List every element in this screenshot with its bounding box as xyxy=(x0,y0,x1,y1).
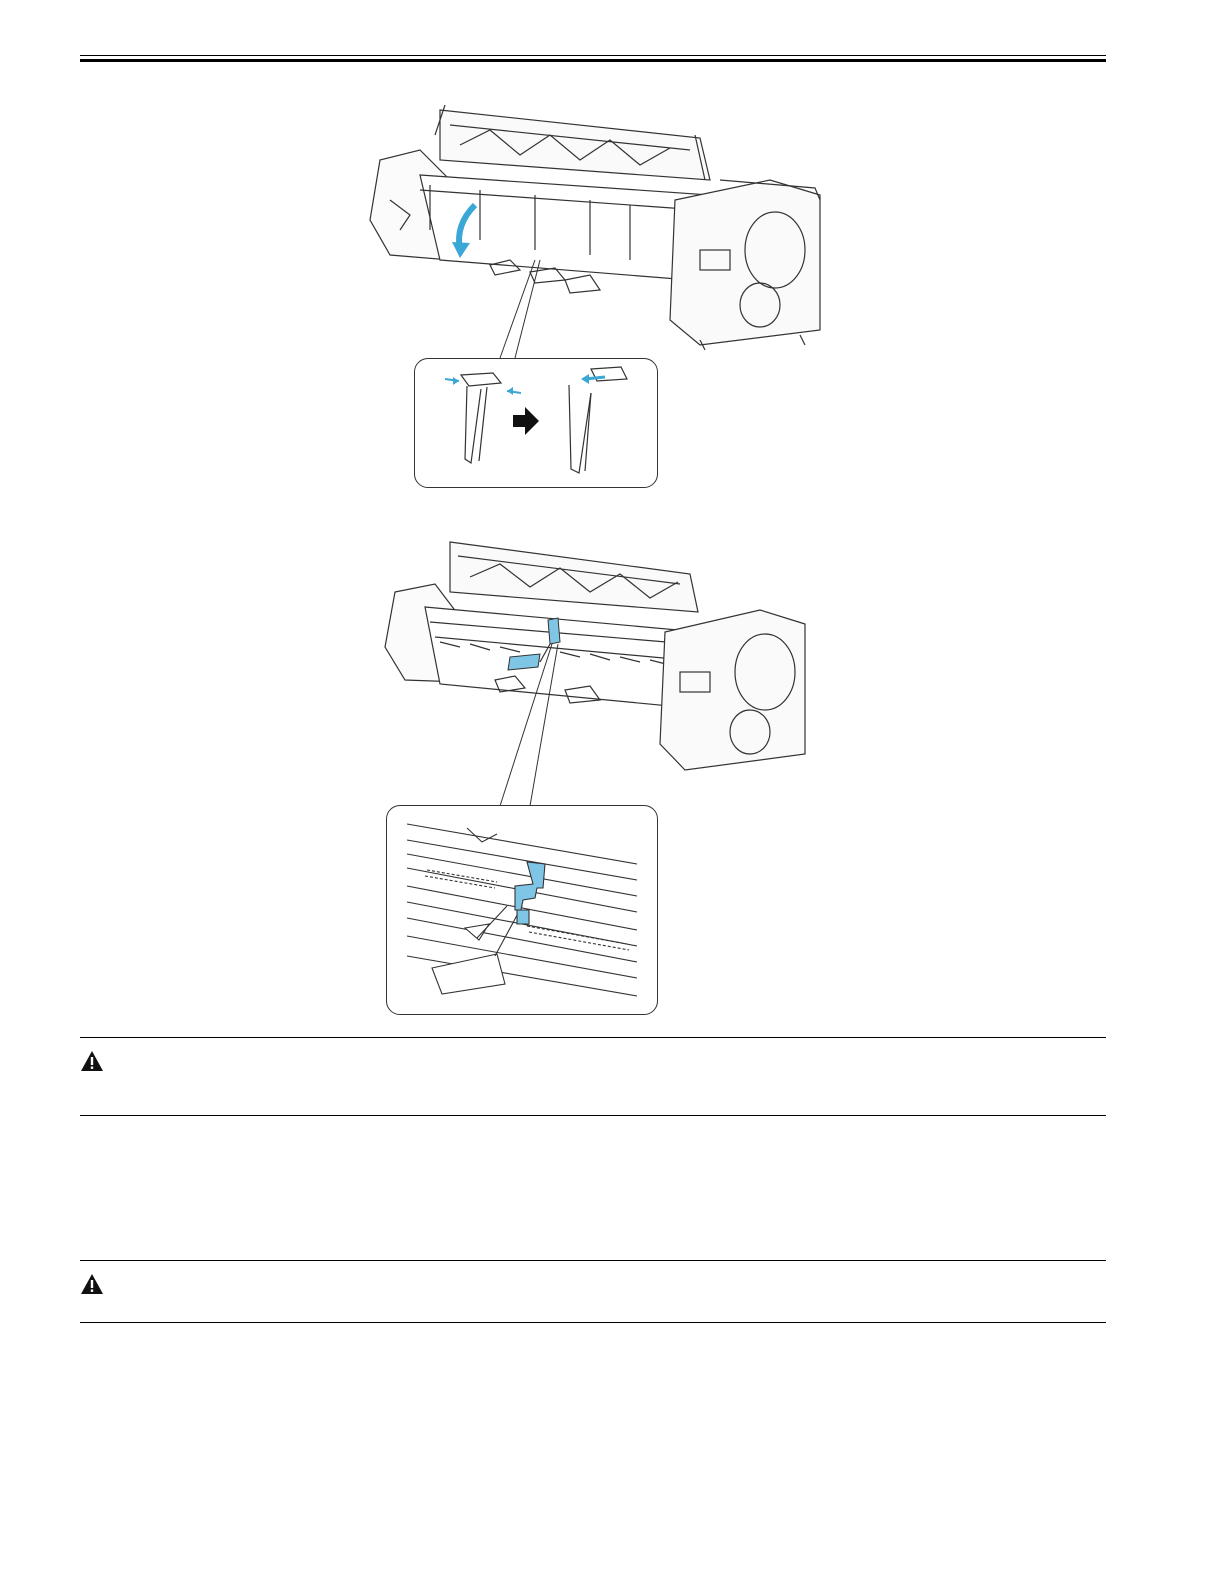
caution-1-bottom-rule xyxy=(80,1115,1106,1116)
caution-2-top-rule xyxy=(80,1260,1106,1261)
detail-box-guide-removal xyxy=(414,358,658,488)
warning-triangle-icon xyxy=(80,1050,104,1072)
guide-removal-illustration xyxy=(415,359,657,487)
carriage-detail-illustration xyxy=(387,806,657,1014)
header-rule-top xyxy=(80,55,1106,56)
printer-illustration-2 xyxy=(380,532,810,808)
figure-1-printer xyxy=(360,100,830,360)
printer-illustration-1 xyxy=(360,100,830,360)
figure-2-printer xyxy=(380,532,810,808)
caution-1-top-rule xyxy=(80,1037,1106,1038)
caution-2-bottom-rule xyxy=(80,1322,1106,1323)
right-arrow-icon xyxy=(513,407,539,435)
header-rule-bottom xyxy=(80,59,1106,62)
detail-box-carriage xyxy=(386,805,658,1015)
warning-triangle-icon xyxy=(80,1273,104,1295)
